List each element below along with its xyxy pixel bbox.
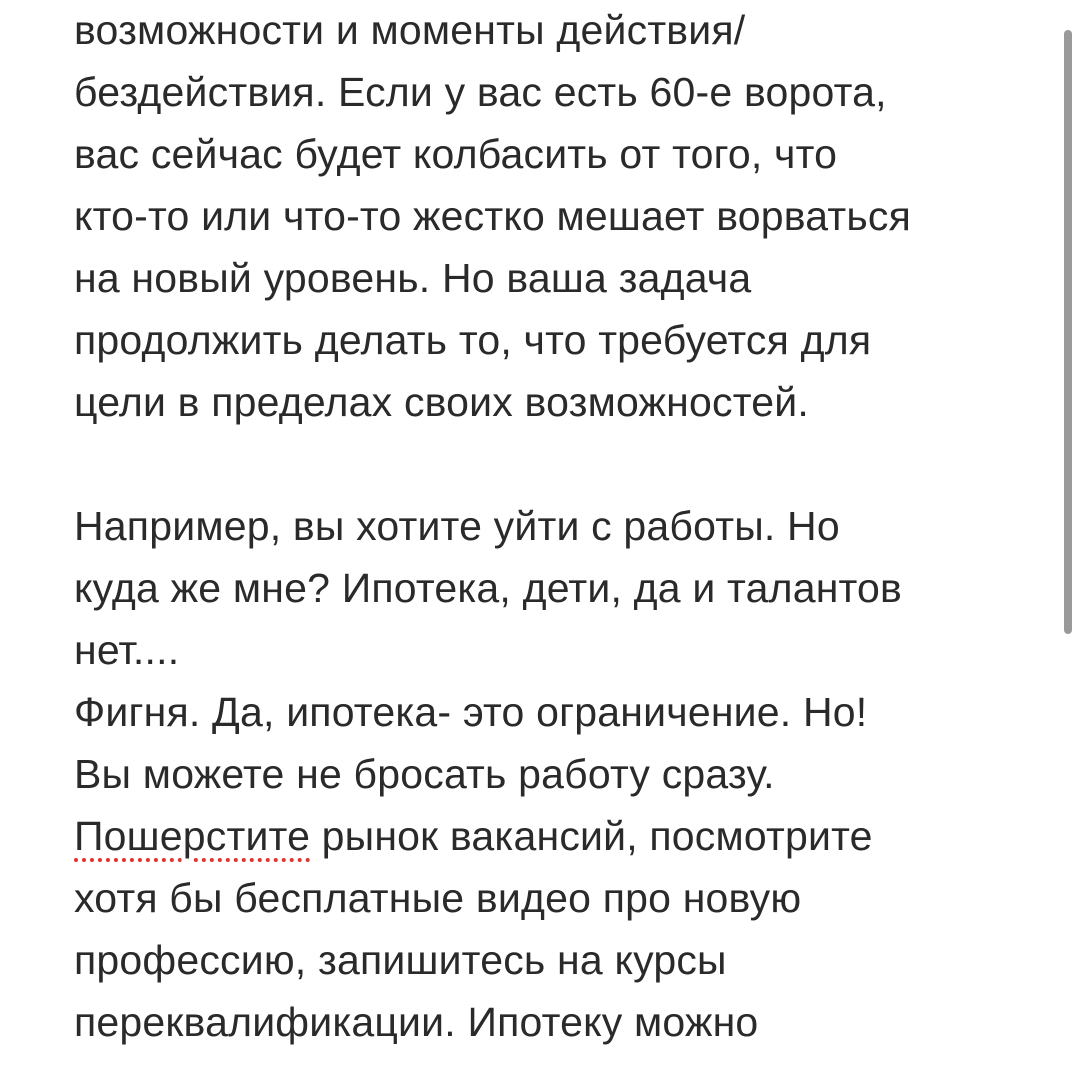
text-line: Фигня. Да, ипотека- это ограничение. Но! [74, 689, 868, 735]
text-line: цели в пределах своих возможностей. [74, 379, 809, 425]
paragraph-break [74, 433, 1034, 495]
text-line: кто-то или что-то жестко мешает ворваться [74, 193, 912, 239]
text-line: переквалификации. Ипотеку можно [74, 999, 759, 1045]
vertical-scrollbar[interactable] [1064, 30, 1072, 634]
text-line: продолжить делать то, что требуется для [74, 317, 872, 363]
text-fragment: рынок вакансий, посмотрите [310, 813, 873, 859]
document-body[interactable] [74, 0, 1034, 1053]
scrollbar-thumb[interactable] [1064, 30, 1072, 634]
text-line: нет.... [74, 627, 180, 673]
misspelled-word[interactable]: Пошерстите [74, 813, 311, 859]
text-line: хотя бы бесплатные видео про новую [74, 875, 802, 921]
text-line: вас сейчас будет колбасить от того, что [74, 131, 838, 177]
text-line-with-spellcheck [74, 805, 1034, 867]
text-line: профессию, запишитесь на курсы [74, 937, 727, 983]
text-line: бездействия. Если у вас есть 60-е ворота, [74, 69, 887, 115]
text-line: куда же мне? Ипотека, дети, да и талантов [74, 565, 903, 611]
text-line: на новый уровень. Но ваша задача [74, 255, 752, 301]
text-line: Например, вы хотите уйти с работы. Но [74, 503, 840, 549]
text-line: возможности и моменты действия/ [74, 7, 746, 53]
text-line: Вы можете не бросать работу сразу. [74, 751, 775, 797]
